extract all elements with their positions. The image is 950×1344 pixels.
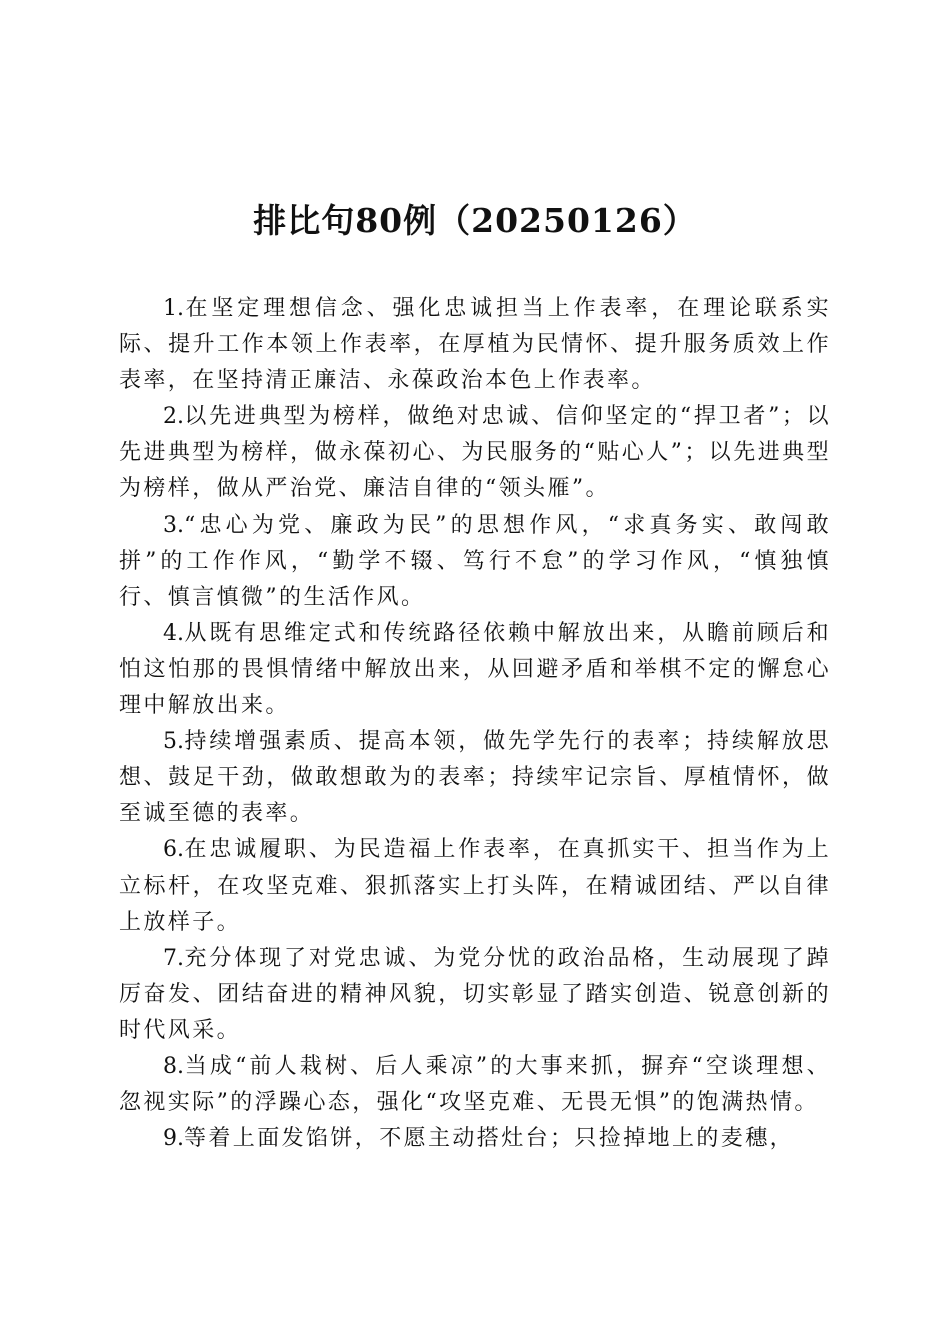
document-body (119, 291, 831, 1157)
paragraph-6 (119, 832, 831, 940)
paragraph-text: 持续增强素质、提高本领，做先学先行的表率；持续解放思想、鼓足干劲，做敢想敢为的表率；持续牢记宗旨、厚植情怀，做至诚至德的表率。 (119, 729, 831, 827)
paragraph-text: 等着上面发馅饼，不愿主动搭灶台；只捡掉地上的麦穗， (184, 1126, 795, 1152)
paragraph-8 (119, 1049, 831, 1121)
paragraph-text: 从既有思维定式和传统路径依赖中解放出来，从瞻前顾后和怕这怕那的畏惧情绪中解放出来，从回避矛盾和举棋不定的懈怠心理中解放出来。 (119, 620, 831, 719)
paragraph-text: 在忠诚履职、为民造福上作表率，在真抓实干、担当作为上立标杆，在攻坚克难、狠抓落实上打头阵，在精诚团结、严以自律上放样子。 (119, 837, 831, 935)
paragraph-text: “忠心为党、廉政为民”的思想作风，“求真务实、敢闯敢拼”的工作作风，“勤学不辍、笃行不怠”的学习作风，“慎独慎行、慎言慎微”的生活作风。 (119, 512, 831, 610)
paragraph-number: 5. (163, 729, 184, 755)
paragraph-text: 在坚定理想信念、强化忠诚担当上作表率，在理论联系实际、提升工作本领上作表率，在厚植为民情怀、提升服务质效上作表率，在坚持清正廉洁、永葆政治本色上作表率。 (119, 296, 831, 394)
paragraph-text: 当成“前人栽树、后人乘凉”的大事来抓，摒弃“空谈理想、忽视实际”的浮躁心态，强化“攻坚克难、无畏无惧”的饱满热情。 (119, 1053, 831, 1116)
paragraph-7 (119, 941, 831, 1049)
paragraph-2 (119, 399, 831, 507)
paragraph-number: 6. (163, 837, 184, 863)
paragraph-number: 3. (163, 512, 184, 538)
paragraph-number: 4. (163, 620, 184, 646)
paragraph-9 (119, 1121, 831, 1157)
document-title: 排比句80例（20250126） (253, 201, 697, 240)
paragraph-1 (119, 291, 831, 399)
paragraph-number: 9. (163, 1126, 184, 1152)
paragraph-text: 充分体现了对党忠诚、为党分忧的政治品格，生动展现了踔厉奋发、团结奋进的精神风貌，切实彰显了踏实创造、锐意创新的时代风采。 (119, 945, 831, 1043)
paragraph-text: 以先进典型为榜样，做绝对忠诚、信仰坚定的“捍卫者”；以先进典型为榜样，做永葆初心、为民服务的“贴心人”；以先进典型为榜样，做从严治党、廉洁自律的“领头雁”。 (119, 404, 831, 502)
paragraph-number: 1. (163, 296, 184, 321)
paragraph-4 (119, 616, 831, 724)
paragraph-5 (119, 724, 831, 832)
paragraph-number: 8. (163, 1053, 184, 1079)
paragraph-number: 7. (163, 945, 184, 971)
paragraph-number: 2. (163, 404, 184, 430)
paragraph-3 (119, 508, 831, 616)
